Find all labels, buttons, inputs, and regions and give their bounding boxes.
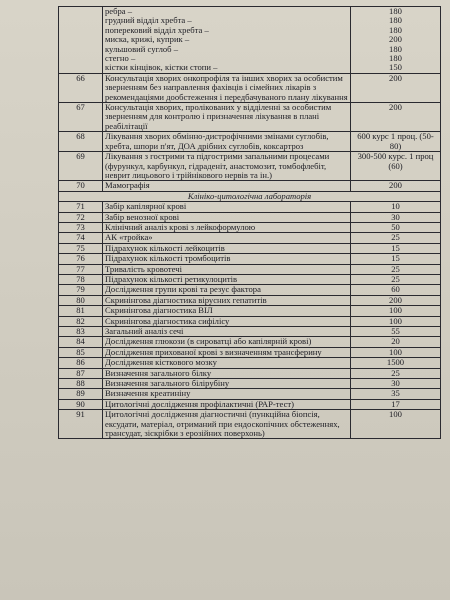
table-row xyxy=(59,389,441,399)
laboratory-rows xyxy=(59,202,441,439)
row-number-cell: 84 xyxy=(59,337,103,347)
row-number-cell xyxy=(59,7,103,74)
table-row xyxy=(59,233,441,243)
price-cell: 30 xyxy=(351,212,441,222)
service-name-cell: Підрахунок кількості ретикулоцитів xyxy=(103,274,351,284)
list-item: грудний відділ хребта – xyxy=(105,15,192,26)
price-value: 180 xyxy=(389,53,402,64)
row-number-cell: 91 xyxy=(59,410,103,439)
table-row xyxy=(59,274,441,284)
table-row xyxy=(59,316,441,326)
table-row xyxy=(59,7,441,74)
list-item: стегно – xyxy=(105,53,136,64)
service-name-cell: Клінічний аналіз крові з лейкоформулою xyxy=(103,222,351,232)
consultation-rows xyxy=(59,73,441,191)
row-number-cell: 73 xyxy=(59,222,103,232)
service-name-cell: Цитологічні дослідження діагностичні (пункційна біопсія, ексудати, матеріал, отриманий при ендоскопічних обстеженнях, трансудат, зіскрібки з ерозійних поверхонь) xyxy=(103,410,351,439)
service-name-cell: Дослідження глюкози (в сироватці або капілярній крові) xyxy=(103,337,351,347)
price-cell: 1500 xyxy=(351,358,441,368)
table-row xyxy=(59,212,441,222)
row-number-cell: 82 xyxy=(59,316,103,326)
row-number-cell: 75 xyxy=(59,243,103,253)
price-value: 180 xyxy=(389,24,402,35)
price-cell: 10 xyxy=(351,202,441,212)
price-cell: 200 xyxy=(351,103,441,132)
row-number-cell: 88 xyxy=(59,379,103,389)
price-cell: 15 xyxy=(351,254,441,264)
table-row xyxy=(59,202,441,212)
service-name-cell: Мамографія xyxy=(103,181,351,191)
price-cell: 100 xyxy=(351,316,441,326)
service-name-cell: Дослідження групи крові та резус фактора xyxy=(103,285,351,295)
table-row xyxy=(59,222,441,232)
service-name-cell: Підрахунок кількості тромбоцитів xyxy=(103,254,351,264)
price-cell: 200 xyxy=(351,181,441,191)
service-name-cell: Скринінгова діагностика сифілісу xyxy=(103,316,351,326)
price-cell: 100 xyxy=(351,410,441,439)
price-cell: 35 xyxy=(351,389,441,399)
service-name-cell: Тривалість кровотечі xyxy=(103,264,351,274)
service-name-cell: Визначення загального білірубіну xyxy=(103,379,351,389)
table-row xyxy=(59,264,441,274)
price-cell: 17 xyxy=(351,399,441,409)
service-name-cell: Забір венозної крові xyxy=(103,212,351,222)
service-name-cell: Консультація хворих онкопрофіля та інших хворих за особистим зверненням без направлення фахівців і сімейних лікарів з рекомендаціями дообстеження і передбачуваного плану лікування xyxy=(103,73,351,102)
service-name-cell: Забір капілярної крові xyxy=(103,202,351,212)
table-row xyxy=(59,347,441,357)
price-cell: 300-500 курс. 1 проц (60) xyxy=(351,152,441,181)
price-list-table xyxy=(58,6,441,439)
row-number-cell: 85 xyxy=(59,347,103,357)
row-number-cell: 81 xyxy=(59,306,103,316)
row-number-cell: 70 xyxy=(59,181,103,191)
price-cell: 600 курс 1 проц. (50-80) xyxy=(351,132,441,152)
row-number-cell: 80 xyxy=(59,295,103,305)
service-name-cell: Загальний аналіз сечі xyxy=(103,327,351,337)
price-cell: 20 xyxy=(351,337,441,347)
service-name-cell: Скринінгова діагностика вірусних гепатитів xyxy=(103,295,351,305)
row-number-cell: 69 xyxy=(59,152,103,181)
price-cell: 100 xyxy=(351,347,441,357)
service-name-cell: Підрахунок кількості лейкоцитів xyxy=(103,243,351,253)
price-cell: 200 xyxy=(351,73,441,102)
price-value: 180 xyxy=(389,6,402,16)
table-row xyxy=(59,254,441,264)
table-row xyxy=(59,306,441,316)
table-row xyxy=(59,368,441,378)
row-number-cell: 66 xyxy=(59,73,103,102)
service-name-cell: Визначення загального білку xyxy=(103,368,351,378)
table-row xyxy=(59,73,441,102)
table-row xyxy=(59,285,441,295)
service-name-cell: Дослідження прихованої крові з визначенням трансферину xyxy=(103,347,351,357)
row-number-cell: 74 xyxy=(59,233,103,243)
row-number-cell: 72 xyxy=(59,212,103,222)
service-name-cell: Визначення креатиніну xyxy=(103,389,351,399)
price-cell: 15 xyxy=(351,243,441,253)
row-number-cell: 79 xyxy=(59,285,103,295)
row-number-cell: 67 xyxy=(59,103,103,132)
price-cell xyxy=(351,7,441,74)
table-row xyxy=(59,337,441,347)
table-row xyxy=(59,295,441,305)
price-cell: 25 xyxy=(351,368,441,378)
price-cell: 30 xyxy=(351,379,441,389)
table-row xyxy=(59,379,441,389)
row-number-cell: 90 xyxy=(59,399,103,409)
table-row xyxy=(59,327,441,337)
price-value: 180 xyxy=(389,15,402,26)
row-number-cell: 68 xyxy=(59,132,103,152)
list-item: миска, крижі, куприк – xyxy=(105,34,190,45)
list-item: кульшовий суглоб – xyxy=(105,43,178,54)
table-row xyxy=(59,358,441,368)
service-name-cell: Скринінгова діагностика ВІЛ xyxy=(103,306,351,316)
list-item: кістки кінцівок, кістки стопи – xyxy=(105,62,218,73)
table-row xyxy=(59,399,441,409)
table-row xyxy=(59,410,441,439)
row-number-cell: 78 xyxy=(59,274,103,284)
price-cell: 50 xyxy=(351,222,441,232)
service-name-cell: Дослідження кісткового мозку xyxy=(103,358,351,368)
row-number-cell: 83 xyxy=(59,327,103,337)
price-value: 180 xyxy=(389,43,402,54)
service-name-cell: Консультація хворих, пролікованих у відділенні за особистим зверненням для контролю і призначення лікування в плані реабілітації xyxy=(103,103,351,132)
table-row xyxy=(59,152,441,181)
table-row xyxy=(59,132,441,152)
list-item: поперековий відділ хребта – xyxy=(105,24,209,35)
price-value: 150 xyxy=(389,62,402,73)
price-cell: 60 xyxy=(351,285,441,295)
row-number-cell: 77 xyxy=(59,264,103,274)
service-name-cell: Цитологічні дослідження профілактичні (РАР-тест) xyxy=(103,399,351,409)
price-value: 200 xyxy=(389,34,402,45)
section-title: Клініко-цитологічна лабораторія xyxy=(59,191,441,201)
service-name-cell: Лікування з гострими та підгострими запальними процесами (фурункул, карбункул, гідраденіт, анастомозит, томбофлебіт, неврит лицьового і трійнікового нервів та ін.) xyxy=(103,152,351,181)
row-number-cell: 76 xyxy=(59,254,103,264)
list-item: ребра – xyxy=(105,6,133,16)
price-cell: 25 xyxy=(351,274,441,284)
price-cell: 55 xyxy=(351,327,441,337)
price-cell: 25 xyxy=(351,264,441,274)
row-number-cell: 87 xyxy=(59,368,103,378)
service-name-cell: АК «тройка» xyxy=(103,233,351,243)
service-name-cell xyxy=(103,7,351,74)
section-header-row xyxy=(59,191,441,201)
table-row xyxy=(59,103,441,132)
service-name-cell: Лікування хворих обмінно-дистрофічними змінами суглобів, хребта, шпори п'ят, ДОА дрібних суглобів, коксартроз xyxy=(103,132,351,152)
table-row xyxy=(59,243,441,253)
price-cell: 100 xyxy=(351,306,441,316)
price-cell: 200 xyxy=(351,295,441,305)
table-row xyxy=(59,181,441,191)
row-number-cell: 71 xyxy=(59,202,103,212)
row-number-cell: 86 xyxy=(59,358,103,368)
row-number-cell: 89 xyxy=(59,389,103,399)
price-cell: 25 xyxy=(351,233,441,243)
